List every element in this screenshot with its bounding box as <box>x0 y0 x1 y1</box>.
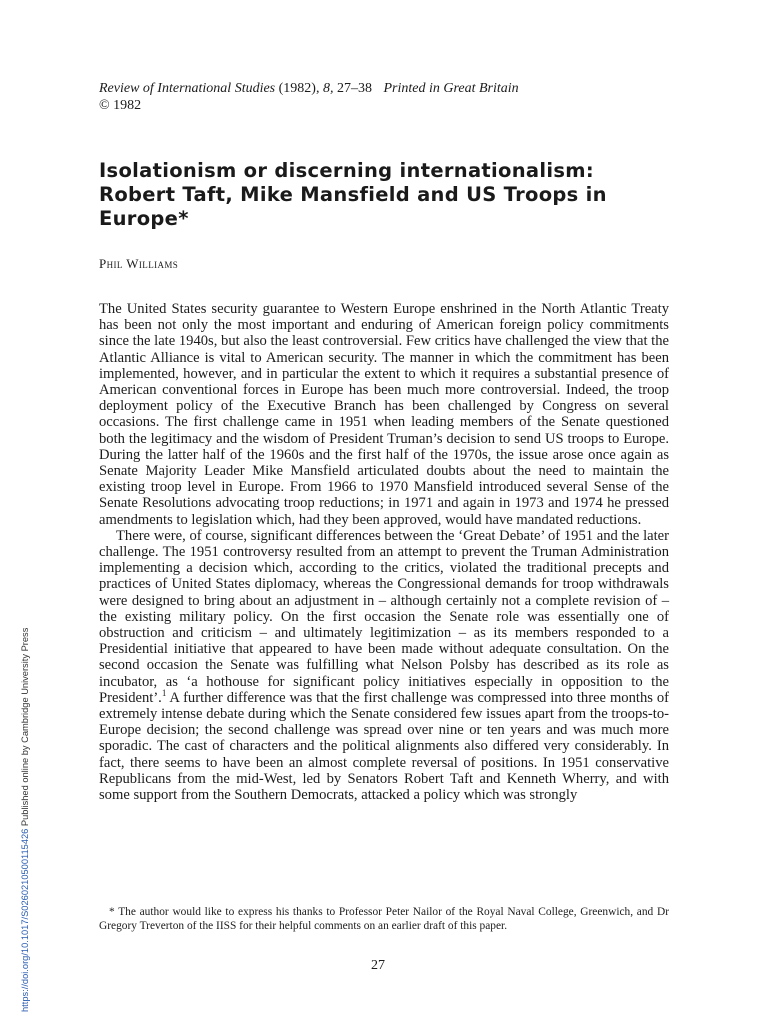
journal-year: (1982), <box>278 81 320 96</box>
journal-header <box>99 80 659 114</box>
published-online-text: Published online by Cambridge University Press <box>20 627 30 829</box>
citation-line <box>99 80 659 97</box>
footnote: * The author would like to express his thanks to Professor Peter Nailor of the Royal Naval College, Greenwich, and Dr Gregory Treverton of the IISS for their helpful comments on an earlier draft of this paper. <box>99 906 669 932</box>
side-doi-note <box>20 628 30 1012</box>
article-title: Isolationism or discerning internationalism: Robert Taft, Mike Mansfield and US Troops in Europe* <box>99 159 607 230</box>
doi-link[interactable]: https://doi.org/10.1017/S0260210500115426 <box>20 828 30 1012</box>
article-body <box>99 301 669 803</box>
paragraph <box>99 528 669 803</box>
paragraph: The United States security guarantee to Western Europe enshrined in the North Atlantic Treaty has been not only the most important and enduring of American foreign policy commitments since the late 1940s, but also the least controversial. Few critics have challenged the view that the Atlantic Alliance is vital to American security. The manner in which the commitment has been implemented, however, and in particular the extent to which it requires a substantial presence of American conventional forces in Europe has been much more controversial. Indeed, the troop deployment policy of the Executive Branch has been challenged by Congress on several occasions. The first challenge came in 1951 when leading members of the Senate questioned both the legitimacy and the wisdom of President Truman’s decision to send US troops to Europe. During the latter half of the 1960s and the first half of the 1970s, the issue arose once again as Senate Majority Leader Mike Mansfield articulated doubts about the need to maintain the existing troop level in Europe. From 1966 to 1970 Mansfield introduced several Sense of the Senate Resolutions advocating troop reductions; in 1971 and again in 1973 and 1974 he pressed amendments to legislation which, had they been approved, would have mandated reductions. <box>99 301 669 528</box>
copyright-line: © 1982 <box>99 98 142 113</box>
footnote-marker[interactable]: 1 <box>161 688 167 699</box>
journal-pages: 27–38 <box>336 81 372 96</box>
journal-name: Review of International Studies <box>99 81 276 96</box>
printed-note: Printed in Great Britain <box>383 81 519 96</box>
paragraph-text: There were, of course, significant differences between the ‘Great Debate’ of 1951 and the later challenge. The 1951 controversy resulted from an attempt to prevent the Truman Administration implementing a decision which, according to the critics, violated the traditional precepts and practices of United States diplomacy, whereas the Congressional demands for troop withdrawals were designed to bring about an adjustment in – although certainly not a complete revision of – the existing military policy. On the first occasion the Senate role was essentially one of obstruction and criticism – and ultimately legitimization – as its members responded to a Presidential initiative that appeared to have been made without adequate consultation. On the second occasion the Senate was fulfilling what Nelson Polsby has described as its role as incubator, as ‘a hothouse for significant policy initiatives especially in opposition to the President’. <box>99 527 669 706</box>
author-name: Phil Williams <box>99 256 179 271</box>
page-number: 27 <box>371 958 385 973</box>
journal-volume: 8, <box>322 81 334 96</box>
paragraph-text: A further difference was that the first challenge was compressed into three months of extremely intense debate during which the Senate considered few issues apart from the troops-to-Europe decision; the second challenge was spread over nine or ten years and was much more sporadic. The cast of characters and the political alignments also differed very considerably. In fact, there seems to have been an almost complete reversal of positions. In 1951 conservative Republicans from the mid-West, led by Senators Robert Taft and Kenneth Wherry, and with some support from the Southern Democrats, attacked a policy which was strongly <box>99 689 669 804</box>
